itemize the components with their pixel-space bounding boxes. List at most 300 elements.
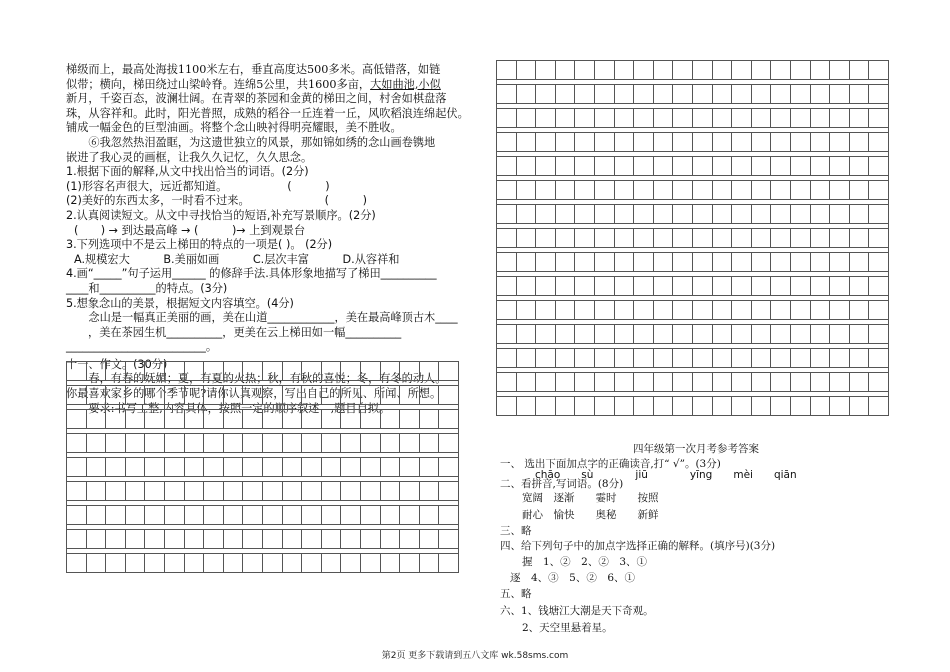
grid-cell: [67, 434, 87, 453]
grid-cell: [869, 325, 889, 344]
grid-cell: [673, 373, 693, 392]
grid-cell: [321, 386, 341, 405]
grid-cell: [145, 530, 165, 549]
grid-cell: [653, 133, 673, 152]
grid-cell: [830, 61, 850, 80]
grid-cell: [869, 349, 889, 368]
grid-cell: [184, 410, 204, 429]
grid-cell: [516, 325, 536, 344]
grid-cell: [751, 229, 771, 248]
grid-row: [497, 373, 889, 392]
grid-cell: [790, 397, 810, 416]
question-4: 4.画“_____”句子运用______ 的修辞手法.具体形象地描写了梯田__________: [66, 267, 437, 281]
grid-cell: [497, 157, 517, 176]
grid-cell: [810, 157, 830, 176]
grid-cell: [790, 61, 810, 80]
grid-cell: [223, 506, 243, 525]
grid-cell: [419, 386, 439, 405]
grid-cell: [673, 253, 693, 272]
grid-cell: [771, 61, 791, 80]
grid-cell: [830, 373, 850, 392]
grid-cell: [634, 349, 654, 368]
grid-cell: [771, 397, 791, 416]
grid-cell: [516, 373, 536, 392]
grid-cell: [614, 277, 634, 296]
grid-cell: [653, 229, 673, 248]
grid-cell: [536, 205, 556, 224]
grid-cell: [771, 325, 791, 344]
grid-cell: [106, 506, 126, 525]
grid-cell: [614, 253, 634, 272]
grid-row: [497, 349, 889, 368]
question-5: 5.想象念山的美景，根据短文内容填空。(4分): [66, 296, 294, 310]
grid-cell: [712, 277, 732, 296]
grid-cell: [849, 157, 869, 176]
grid-cell: [439, 386, 459, 405]
grid-cell: [360, 410, 380, 429]
grid-cell: [771, 85, 791, 104]
grid-cell: [125, 554, 145, 573]
grid-cell: [380, 410, 400, 429]
grid-cell: [634, 229, 654, 248]
grid-cell: [575, 253, 595, 272]
grid-cell: [204, 362, 224, 381]
grid-cell: [536, 133, 556, 152]
grid-cell: [204, 530, 224, 549]
grid-cell: [673, 349, 693, 368]
grid-cell: [223, 530, 243, 549]
grid-cell: [67, 386, 87, 405]
grid-cell: [184, 506, 204, 525]
grid-cell: [341, 554, 361, 573]
grid-cell: [302, 506, 322, 525]
answer-4-row-2: 逐 4、③ 5、② 6、①: [510, 572, 636, 584]
grid-cell: [575, 277, 595, 296]
grid-cell: [516, 181, 536, 200]
grid-cell: [594, 133, 614, 152]
answer-5: 五、略: [500, 588, 532, 600]
grid-cell: [555, 205, 575, 224]
grid-cell: [419, 554, 439, 573]
grid-cell: [751, 205, 771, 224]
question-2-blanks: ( ) → 到达最高峰 → ( )→ 上到观景台: [74, 223, 306, 237]
grid-cell: [67, 554, 87, 573]
grid-cell: [790, 109, 810, 128]
grid-cell: [634, 133, 654, 152]
grid-cell: [536, 301, 556, 320]
grid-row: [497, 181, 889, 200]
grid-cell: [692, 373, 712, 392]
grid-cell: [516, 133, 536, 152]
grid-cell: [400, 458, 420, 477]
grid-cell: [751, 157, 771, 176]
grid-cell: [516, 85, 536, 104]
grid-cell: [594, 277, 614, 296]
grid-cell: [106, 482, 126, 501]
grid-cell: [614, 61, 634, 80]
grid-cell: [849, 181, 869, 200]
grid-cell: [262, 482, 282, 501]
grid-cell: [536, 277, 556, 296]
grid-cell: [204, 386, 224, 405]
answer-4-row-1: 握 1、② 2、② 3、①: [522, 556, 648, 568]
grid-cell: [594, 253, 614, 272]
grid-cell: [634, 109, 654, 128]
grid-cell: [497, 133, 517, 152]
grid-cell: [536, 85, 556, 104]
grid-cell: [712, 325, 732, 344]
grid-cell: [380, 482, 400, 501]
grid-cell: [810, 205, 830, 224]
grid-cell: [164, 554, 184, 573]
grid-cell: [869, 277, 889, 296]
grid-cell: [419, 362, 439, 381]
grid-cell: [380, 386, 400, 405]
grid-cell: [106, 410, 126, 429]
grid-cell: [145, 506, 165, 525]
grid-cell: [67, 506, 87, 525]
grid-cell: [106, 458, 126, 477]
grid-cell: [614, 157, 634, 176]
grid-cell: [830, 157, 850, 176]
grid-cell: [223, 458, 243, 477]
grid-cell: [555, 157, 575, 176]
grid-cell: [712, 133, 732, 152]
grid-cell: [536, 397, 556, 416]
grid-cell: [614, 397, 634, 416]
grid-row: [67, 554, 459, 573]
grid-cell: [86, 362, 106, 381]
grid-cell: [302, 482, 322, 501]
grid-cell: [692, 229, 712, 248]
grid-cell: [849, 61, 869, 80]
grid-cell: [360, 362, 380, 381]
grid-cell: [536, 109, 556, 128]
grid-cell: [106, 530, 126, 549]
question-4-cont: ____和__________的特点。(3分): [66, 281, 228, 295]
grid-cell: [243, 554, 263, 573]
grid-cell: [869, 229, 889, 248]
grid-cell: [712, 181, 732, 200]
grid-cell: [614, 229, 634, 248]
grid-cell: [869, 181, 889, 200]
grid-cell: [653, 397, 673, 416]
grid-cell: [282, 386, 302, 405]
grid-cell: [732, 181, 752, 200]
grid-cell: [360, 386, 380, 405]
grid-cell: [849, 277, 869, 296]
grid-cell: [555, 301, 575, 320]
grid-cell: [321, 482, 341, 501]
grid-cell: [164, 458, 184, 477]
grid-cell: [125, 458, 145, 477]
grid-cell: [575, 349, 595, 368]
grid-cell: [380, 458, 400, 477]
grid-cell: [125, 410, 145, 429]
grid-cell: [262, 458, 282, 477]
grid-cell: [341, 458, 361, 477]
grid-cell: [771, 301, 791, 320]
grid-cell: [184, 362, 204, 381]
grid-cell: [732, 109, 752, 128]
grid-cell: [380, 362, 400, 381]
grid-cell: [634, 325, 654, 344]
grid-cell: [869, 253, 889, 272]
grid-cell: [204, 482, 224, 501]
grid-cell: [184, 530, 204, 549]
grid-cell: [262, 410, 282, 429]
grid-row: [497, 253, 889, 272]
grid-row: [497, 61, 889, 80]
grid-cell: [790, 253, 810, 272]
grid-cell: [575, 325, 595, 344]
grid-cell: [810, 325, 830, 344]
grid-cell: [341, 434, 361, 453]
grid-cell: [243, 434, 263, 453]
grid-cell: [712, 109, 732, 128]
grid-row: [67, 506, 459, 525]
grid-cell: [634, 397, 654, 416]
grid-cell: [536, 325, 556, 344]
grid-cell: [223, 482, 243, 501]
grid-cell: [555, 349, 575, 368]
grid-cell: [771, 181, 791, 200]
grid-cell: [497, 85, 517, 104]
grid-cell: [634, 277, 654, 296]
grid-cell: [732, 229, 752, 248]
answer-2: 二、看拼音,写词语。(8分): [500, 478, 624, 490]
grid-cell: [692, 133, 712, 152]
grid-cell: [243, 362, 263, 381]
grid-cell: [243, 506, 263, 525]
grid-cell: [732, 133, 752, 152]
grid-cell: [497, 253, 517, 272]
grid-cell: [360, 458, 380, 477]
grid-cell: [653, 181, 673, 200]
grid-cell: [771, 277, 791, 296]
grid-cell: [771, 157, 791, 176]
question-5-line-1: 念山是一幅真正美丽的画，美在山道____________，美在最高峰顶古木____: [88, 311, 458, 325]
grid-row: [497, 109, 889, 128]
grid-cell: [771, 205, 791, 224]
grid-cell: [497, 325, 517, 344]
grid-cell: [790, 229, 810, 248]
grid-cell: [321, 554, 341, 573]
grid-cell: [516, 157, 536, 176]
answer-3: 三、略: [500, 525, 532, 537]
grid-cell: [673, 85, 693, 104]
answer-6-row-2: 2、天空里悬着星。: [522, 622, 613, 634]
grid-cell: [849, 253, 869, 272]
grid-cell: [204, 458, 224, 477]
grid-cell: [400, 482, 420, 501]
grid-cell: [282, 434, 302, 453]
grid-cell: [321, 362, 341, 381]
grid-cell: [771, 253, 791, 272]
grid-cell: [497, 181, 517, 200]
writing-grid-left: [66, 361, 459, 573]
grid-cell: [830, 229, 850, 248]
grid-cell: [536, 373, 556, 392]
grid-cell: [282, 530, 302, 549]
grid-cell: [751, 181, 771, 200]
grid-cell: [771, 109, 791, 128]
grid-cell: [86, 506, 106, 525]
grid-cell: [439, 410, 459, 429]
grid-cell: [184, 434, 204, 453]
grid-row: [497, 229, 889, 248]
grid-cell: [341, 482, 361, 501]
grid-cell: [751, 397, 771, 416]
grid-cell: [869, 61, 889, 80]
grid-cell: [302, 530, 322, 549]
grid-cell: [243, 458, 263, 477]
grid-cell: [790, 277, 810, 296]
grid-cell: [614, 133, 634, 152]
grid-cell: [751, 61, 771, 80]
grid-cell: [282, 554, 302, 573]
grid-cell: [751, 301, 771, 320]
grid-cell: [692, 325, 712, 344]
composition-heading: 十一、作文。(30分): [66, 357, 168, 371]
grid-cell: [341, 530, 361, 549]
grid-cell: [751, 85, 771, 104]
grid-cell: [302, 386, 322, 405]
grid-cell: [653, 301, 673, 320]
grid-cell: [145, 458, 165, 477]
grid-cell: [575, 181, 595, 200]
grid-cell: [575, 157, 595, 176]
grid-cell: [732, 253, 752, 272]
question-1: 1.根据下面的解释,从文中找出恰当的词语。(2分): [66, 165, 309, 179]
grid-cell: [673, 277, 693, 296]
passage-line-7: 嵌进了我心灵的画框，让我久久记忆，久久思念。: [66, 150, 313, 164]
grid-cell: [282, 482, 302, 501]
grid-cell: [653, 277, 673, 296]
grid-cell: [341, 410, 361, 429]
grid-cell: [790, 373, 810, 392]
answer-4: 四、给下列句子中的加点字选择正确的解释。(填序号)(3分): [500, 540, 776, 552]
grid-cell: [594, 61, 614, 80]
grid-row: [497, 85, 889, 104]
grid-cell: [634, 61, 654, 80]
grid-cell: [106, 362, 126, 381]
grid-cell: [653, 253, 673, 272]
grid-cell: [810, 109, 830, 128]
grid-cell: [262, 530, 282, 549]
question-1-item-2: (2)美好的东西太多，一时看不过来。 ( ): [66, 194, 367, 208]
question-2: 2.认真阅读短文。从文中寻找恰当的短语,补充写景顺序。(2分): [66, 208, 376, 222]
grid-cell: [692, 181, 712, 200]
answer-key-title: 四年级第一次月考参考答案: [633, 443, 759, 455]
grid-cell: [692, 85, 712, 104]
grid-cell: [849, 349, 869, 368]
grid-cell: [262, 434, 282, 453]
grid-cell: [341, 362, 361, 381]
grid-cell: [653, 325, 673, 344]
grid-row: [497, 157, 889, 176]
grid-cell: [810, 349, 830, 368]
grid-cell: [869, 301, 889, 320]
grid-cell: [751, 349, 771, 368]
grid-cell: [712, 85, 732, 104]
grid-cell: [516, 229, 536, 248]
grid-cell: [869, 133, 889, 152]
grid-row: [497, 205, 889, 224]
grid-cell: [164, 410, 184, 429]
grid-cell: [810, 133, 830, 152]
grid-cell: [849, 373, 869, 392]
grid-cell: [516, 205, 536, 224]
grid-cell: [400, 362, 420, 381]
composition-prompt-1: 春，有春的妩媚；夏，有夏的火热；秋，有秋的喜悦；冬，有冬的动人。: [88, 372, 447, 386]
question-3: 3.下列选项中不是云上梯田的特点的一项是( )。 (2分): [66, 238, 333, 252]
grid-cell: [575, 301, 595, 320]
answer-1-pinyin: chāo sù jiū yīng mèi qiān: [535, 469, 797, 481]
grid-cell: [497, 61, 517, 80]
grid-cell: [790, 157, 810, 176]
question-5-line-2: ，美在茶园生机__________，更美在云上梯田如一幅__________: [88, 325, 402, 339]
grid-cell: [555, 109, 575, 128]
grid-cell: [692, 253, 712, 272]
grid-cell: [555, 133, 575, 152]
grid-cell: [634, 373, 654, 392]
question-1-item-1: (1)形容名声很大，远近都知道。 ( ): [66, 179, 330, 193]
grid-cell: [732, 61, 752, 80]
grid-cell: [360, 554, 380, 573]
grid-cell: [321, 458, 341, 477]
grid-cell: [830, 253, 850, 272]
grid-cell: [849, 109, 869, 128]
grid-cell: [673, 205, 693, 224]
grid-cell: [849, 229, 869, 248]
grid-cell: [67, 458, 87, 477]
grid-cell: [555, 181, 575, 200]
grid-cell: [419, 434, 439, 453]
grid-cell: [830, 133, 850, 152]
grid-cell: [653, 61, 673, 80]
grid-cell: [400, 554, 420, 573]
grid-cell: [125, 434, 145, 453]
grid-cell: [869, 109, 889, 128]
passage-line-5: 铺成一幅金色的巨型油画。将整个念山映衬得明亮耀眼，美不胜收。: [66, 121, 402, 135]
grid-cell: [536, 61, 556, 80]
grid-cell: [732, 325, 752, 344]
grid-cell: [497, 277, 517, 296]
grid-cell: [439, 434, 459, 453]
grid-cell: [555, 85, 575, 104]
grid-cell: [810, 61, 830, 80]
grid-cell: [321, 434, 341, 453]
grid-cell: [634, 157, 654, 176]
grid-cell: [594, 325, 614, 344]
grid-cell: [692, 205, 712, 224]
grid-cell: [321, 530, 341, 549]
grid-cell: [732, 349, 752, 368]
grid-cell: [732, 397, 752, 416]
grid-cell: [594, 157, 614, 176]
grid-row: [67, 386, 459, 405]
grid-cell: [810, 277, 830, 296]
grid-cell: [67, 362, 87, 381]
grid-cell: [712, 301, 732, 320]
grid-cell: [751, 109, 771, 128]
grid-cell: [360, 482, 380, 501]
grid-cell: [614, 349, 634, 368]
grid-cell: [497, 229, 517, 248]
grid-cell: [594, 301, 614, 320]
grid-cell: [302, 362, 322, 381]
